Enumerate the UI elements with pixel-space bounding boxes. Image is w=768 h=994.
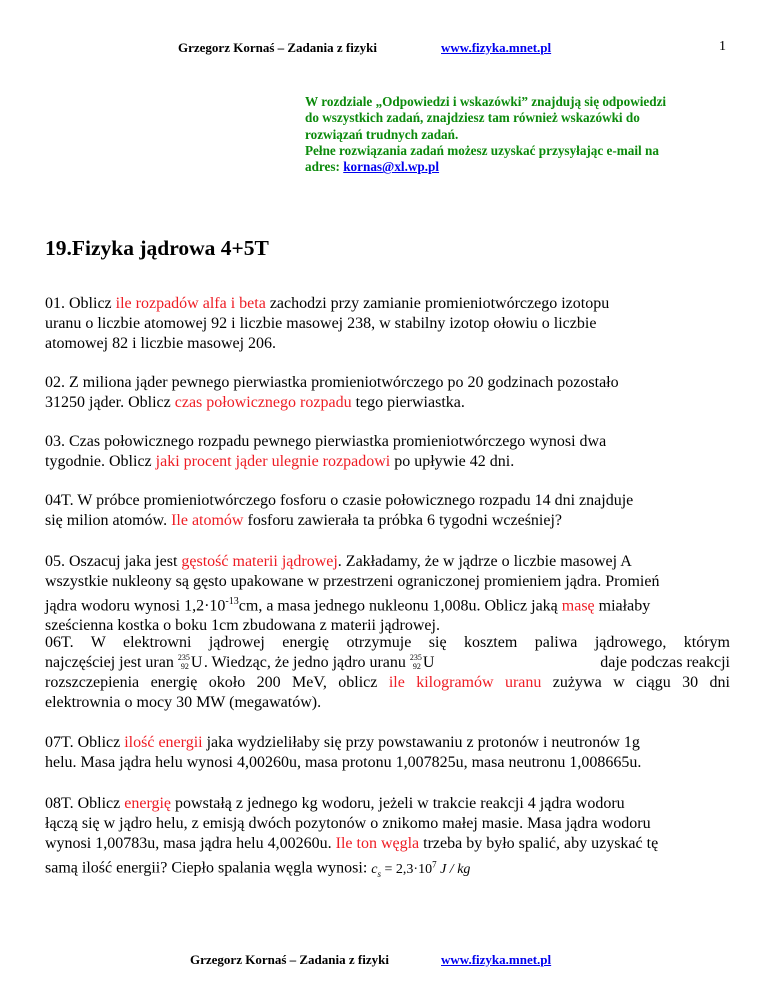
text: cm, a masa jednego nukleonu 1,008u. Oblicz jaką [238, 597, 562, 615]
formula-exponent: 7 [432, 859, 437, 869]
highlight: Ile ton węgla [335, 835, 420, 852]
text: samą ilość energii? Ciepło spalania węgla wynosi: [45, 859, 372, 877]
problem-01 [45, 294, 730, 354]
exponent: -13 [225, 596, 239, 607]
heat-of-combustion-formula [371, 859, 471, 879]
page-number: 1 [719, 39, 726, 54]
email-link[interactable]: kornas@xl.wp.pl [343, 159, 440, 175]
notice-line: W rozdziale „Odpowiedzi i wskazówki” znajdują się odpowiedzi [305, 94, 667, 109]
text: miałaby [594, 597, 651, 615]
text: 05. Oszacuj jaka jest [45, 553, 182, 570]
problem-line: 02. Z miliona jąder pewnego pierwiastka promieniotwórczego po 20 godzinach pozostało [45, 374, 619, 391]
highlight: ile rozpadów alfa i beta [115, 295, 266, 312]
problem-line: uranu o liczbie atomowej 92 i liczbie masowej 238, w stabilny izotop ołowiu o liczbie [45, 315, 597, 332]
element-symbol: U [190, 654, 203, 671]
problem-05 [45, 552, 730, 636]
notice-line: Pełne rozwiązania zadań możesz uzyskać przysyłając e-mail na [305, 142, 659, 158]
highlight: Ile atomów [171, 512, 244, 529]
text: trzeba by było spalić, aby uzyskać tę [419, 835, 659, 852]
problem-line [45, 854, 730, 883]
text: powstałą z jednego kg wodoru, jeżeli w trakcie reakcji 4 jądra wodoru [171, 795, 625, 812]
problem-07 [45, 733, 730, 773]
problem-line [45, 511, 730, 531]
problem-line [45, 294, 730, 314]
problem-line [45, 673, 730, 693]
problem-line: sześcienna kostka o boku 1cm zbudowana z materii jądrowej. [45, 617, 440, 635]
notice-box [305, 94, 731, 175]
formula-symbol: c [371, 861, 378, 877]
text: . Zakładamy, że w jądrze o liczbie masowej A [337, 553, 632, 570]
problem-line: 04T. W próbce promieniotwórczego fosforu o czasie połowicznego rozpadu 14 dni znajduje [45, 492, 634, 509]
text: jądra wodoru wynosi 1,2·10 [45, 597, 226, 615]
mass-number: 235 [177, 653, 190, 662]
problem-06 [45, 633, 730, 713]
problem-line [45, 552, 730, 572]
formula-value: = 2,3·10 [381, 861, 433, 877]
footer-site-link[interactable]: www.fizyka.mnet.pl [441, 952, 552, 967]
highlight: jaki procent jąder ulegnie rozpadowi [155, 453, 391, 470]
highlight: czas połowicznego rozpadu [174, 394, 352, 411]
text: tygodnie. Oblicz [45, 453, 156, 470]
page-header [178, 40, 377, 56]
highlight: ilość energii [124, 734, 203, 751]
text: 07T. Oblicz [45, 734, 125, 751]
problem-line: wszystkie nukleony są gęsto upakowane w przestrzeni ograniczonej promieniem jądra. Promień [45, 573, 660, 590]
text: 08T. Oblicz [45, 795, 125, 812]
problem-line: helu. Masa jądra helu wynosi 4,00260u, masa protonu 1,007825u, masa neutronu 1,008665u. [45, 754, 642, 771]
footer-site-container [441, 952, 551, 968]
problem-line: atomowej 82 i liczbie masowej 206. [45, 335, 277, 352]
highlight: energię [124, 795, 172, 812]
page-footer [190, 952, 389, 968]
header-site-container [441, 40, 551, 56]
chapter-title: 19.Fizyka jądrowa 4+5T [45, 236, 269, 260]
text: najczęściej jest uran [45, 654, 178, 671]
formula-unit: J / kg [436, 861, 471, 877]
mass-number: 235 [409, 653, 422, 662]
header-author: Grzegorz Kornaś – Zadania z fizyki [178, 40, 377, 55]
problem-03 [45, 432, 730, 472]
footer-author: Grzegorz Kornaś – Zadania z fizyki [190, 952, 389, 967]
text: 01. Oblicz [45, 295, 116, 312]
problem-line: łączą się w jądro helu, z emisją dwóch pozytonów o znikomo małej masie. Masa jądra wodoru [45, 815, 651, 832]
problem-line [45, 592, 730, 616]
text: tego pierwiastka. [351, 394, 465, 411]
problem-line: elektrownia o mocy 30 MW (megawatów). [45, 694, 322, 711]
problem-02 [45, 373, 730, 413]
text: 31250 jąder. Oblicz [45, 394, 175, 411]
problem-line [45, 834, 730, 854]
highlight: gęstość materii jądrowej [181, 553, 338, 570]
text: zachodzi przy zamianie promieniotwórczego izotopu [265, 295, 610, 312]
problem-line [45, 794, 730, 814]
problem-line: 06T. W elektrowni jądrowej energię otrzymuje się kosztem paliwa jądrowego, którym [45, 634, 730, 651]
text: daje podczas reakcji [600, 654, 730, 671]
atomic-number: 92 [412, 662, 421, 671]
uranium-nuclide [178, 653, 204, 673]
uranium-nuclide [410, 653, 436, 673]
text: jaka wydzieliłaby się przy powstawaniu z protonów i neutronów 1g [202, 734, 640, 751]
formula-subscript: s [377, 868, 382, 879]
problem-04 [45, 491, 730, 531]
notice-line: rozwiązań trudnych zadań. [305, 126, 459, 142]
element-symbol: U [422, 654, 435, 671]
problem-line [45, 733, 730, 753]
notice-address-label: adres: [305, 159, 344, 175]
text: fosforu zawierała ta próbka 6 tygodni wcześniej? [243, 512, 563, 529]
segment [45, 653, 436, 673]
notice-line-email [305, 159, 731, 175]
text: po upływie 42 dni. [390, 453, 515, 470]
highlight: ile kilogramów uranu [388, 674, 542, 691]
text: rozszczepienia energię około 200 MeV, oblicz [45, 674, 389, 691]
text: wynosi 1,00783u, masa jądra helu 4,00260u. [45, 835, 336, 852]
problem-08 [45, 794, 730, 883]
atomic-number: 92 [180, 662, 189, 671]
highlight: masę [561, 597, 595, 615]
problem-line [45, 393, 730, 413]
text: zużywa w ciągu 30 dni [541, 674, 730, 691]
problem-line [45, 653, 730, 673]
text: . Wiedząc, że jedno jądro uranu [203, 654, 410, 671]
problem-line [45, 452, 730, 472]
problem-line: 03. Czas połowicznego rozpadu pewnego pierwiastka promieniotwórczego wynosi dwa [45, 433, 607, 450]
text: się milion atomów. [45, 512, 172, 529]
notice-line: do wszystkich zadań, znajdziesz tam również wskazówki do [305, 110, 640, 126]
header-site-link[interactable]: www.fizyka.mnet.pl [441, 40, 552, 55]
